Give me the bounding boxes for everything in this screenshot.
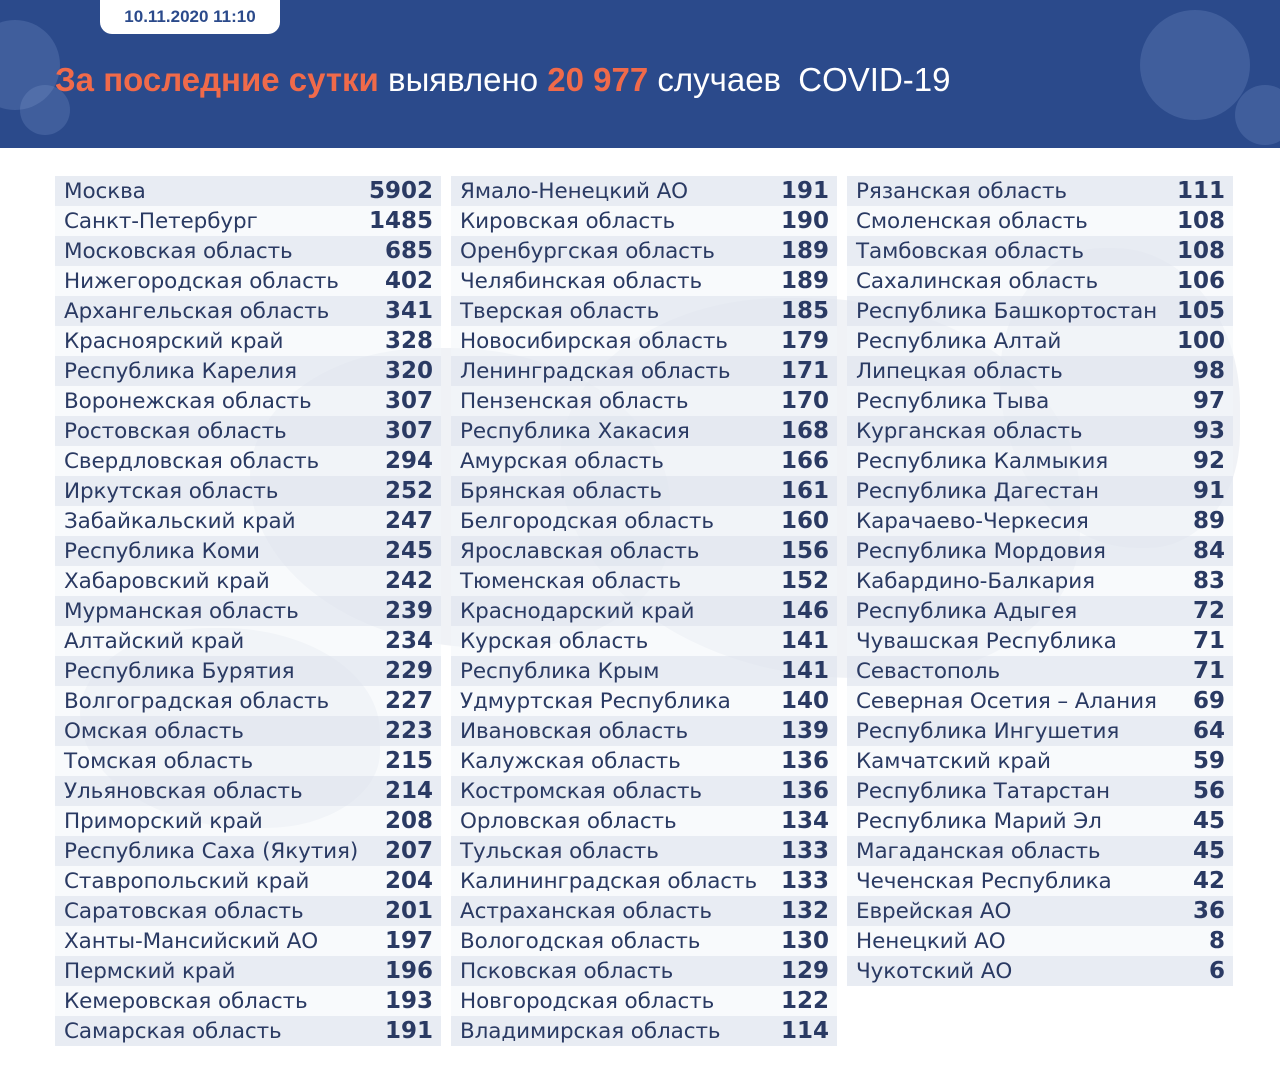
region-cases: 208 [384, 808, 433, 834]
region-name: Республика Алтай [856, 328, 1062, 354]
region-row [847, 776, 1233, 806]
region-row [55, 386, 441, 416]
region-name: Кабардино-Балкария [856, 568, 1095, 594]
region-row [55, 506, 441, 536]
region-name: Омская область [64, 718, 244, 744]
region-row [451, 506, 837, 536]
region-cases: 179 [780, 328, 829, 354]
region-cases: 83 [1192, 568, 1225, 594]
region-name: Новгородская область [460, 988, 715, 1014]
region-cases: 134 [780, 808, 829, 834]
region-name: Саратовская область [64, 898, 304, 924]
region-row [451, 446, 837, 476]
region-name: Ставропольский край [64, 868, 310, 894]
region-name: Ульяновская область [64, 778, 303, 804]
region-row [451, 686, 837, 716]
region-name: Калужская область [460, 748, 681, 774]
region-row [451, 956, 837, 986]
regions-column-2 [451, 176, 837, 1046]
region-cases: 170 [780, 388, 829, 414]
region-cases: 64 [1192, 718, 1225, 744]
region-cases: 105 [1176, 298, 1225, 324]
region-name: Псковская область [460, 958, 674, 984]
region-name: Республика Мордовия [856, 538, 1106, 564]
region-row [847, 236, 1233, 266]
virus-decoration-icon [1235, 85, 1280, 145]
region-name: Камчатский край [856, 748, 1051, 774]
region-name: Республика Крым [460, 658, 660, 684]
region-name: Сахалинская область [856, 268, 1099, 294]
region-cases: 307 [384, 418, 433, 444]
region-name: Волгоградская область [64, 688, 330, 714]
title-part2: выявлено [388, 61, 539, 98]
region-row [847, 896, 1233, 926]
region-row [451, 326, 837, 356]
region-cases: 130 [780, 928, 829, 954]
region-row [847, 956, 1233, 986]
region-cases: 8 [1208, 928, 1225, 954]
region-row [55, 716, 441, 746]
region-cases: 129 [780, 958, 829, 984]
region-cases: 685 [384, 238, 433, 264]
region-name: Тверская область [460, 298, 660, 324]
region-row [847, 296, 1233, 326]
region-row [451, 176, 837, 206]
region-cases: 136 [780, 748, 829, 774]
region-name: Красноярский край [64, 328, 284, 354]
region-name: Вологодская область [460, 928, 701, 954]
region-name: Карачаево-Черкесия [856, 508, 1089, 534]
region-name: Костромская область [460, 778, 702, 804]
region-cases: 152 [780, 568, 829, 594]
region-name: Томская область [64, 748, 254, 774]
region-cases: 214 [384, 778, 433, 804]
region-cases: 71 [1192, 658, 1225, 684]
region-name: Самарская область [64, 1018, 282, 1044]
region-row [847, 536, 1233, 566]
region-cases: 59 [1192, 748, 1225, 774]
region-name: Республика Коми [64, 538, 260, 564]
region-name: Республика Башкортостан [856, 298, 1158, 324]
region-row [451, 836, 837, 866]
region-name: Архангельская область [64, 298, 330, 324]
region-row [451, 596, 837, 626]
region-name: Ленинградская область [460, 358, 731, 384]
region-cases: 242 [384, 568, 433, 594]
region-name: Магаданская область [856, 838, 1101, 864]
region-row [55, 806, 441, 836]
region-row [847, 566, 1233, 596]
region-cases: 229 [384, 658, 433, 684]
region-name: Иркутская область [64, 478, 279, 504]
region-cases: 108 [1176, 238, 1225, 264]
region-row [847, 416, 1233, 446]
region-row [55, 296, 441, 326]
region-cases: 191 [780, 178, 829, 204]
region-row [847, 746, 1233, 776]
region-name: Нижегородская область [64, 268, 339, 294]
region-cases: 171 [780, 358, 829, 384]
region-row [55, 566, 441, 596]
region-row [55, 206, 441, 236]
region-name: Ярославская область [460, 538, 700, 564]
region-row [847, 506, 1233, 536]
region-row [451, 626, 837, 656]
region-name: Курская область [460, 628, 649, 654]
region-row [847, 206, 1233, 236]
region-row [55, 626, 441, 656]
region-name: Воронежская область [64, 388, 312, 414]
region-cases: 204 [384, 868, 433, 894]
region-row [55, 536, 441, 566]
region-row [451, 896, 837, 926]
region-row [847, 386, 1233, 416]
region-row [451, 296, 837, 326]
region-name: Кемеровская область [64, 988, 308, 1014]
region-name: Ивановская область [460, 718, 689, 744]
region-row [451, 566, 837, 596]
region-name: Смоленская область [856, 208, 1088, 234]
region-cases: 84 [1192, 538, 1225, 564]
region-cases: 207 [384, 838, 433, 864]
region-cases: 92 [1192, 448, 1225, 474]
region-row [451, 1016, 837, 1046]
region-cases: 402 [384, 268, 433, 294]
region-row [451, 806, 837, 836]
region-cases: 56 [1192, 778, 1225, 804]
region-row [847, 356, 1233, 386]
region-cases: 139 [780, 718, 829, 744]
region-row [451, 416, 837, 446]
region-name: Алтайский край [64, 628, 245, 654]
region-name: Краснодарский край [460, 598, 695, 624]
region-row [847, 656, 1233, 686]
header-banner [0, 0, 1280, 148]
region-cases: 294 [384, 448, 433, 474]
region-name: Республика Татарстан [856, 778, 1110, 804]
region-name: Приморский край [64, 808, 263, 834]
page-title [55, 58, 950, 102]
region-cases: 196 [384, 958, 433, 984]
region-name: Белгородская область [460, 508, 714, 534]
region-name: Москва [64, 178, 146, 204]
region-cases: 133 [780, 838, 829, 864]
regions-column-3 [847, 176, 1233, 1046]
region-name: Тюменская область [460, 568, 682, 594]
region-row [451, 536, 837, 566]
date-label: 10.11.2020 11:10 [100, 0, 280, 34]
region-cases: 100 [1176, 328, 1225, 354]
region-name: Кировская область [460, 208, 676, 234]
region-cases: 72 [1192, 598, 1225, 624]
region-row [55, 986, 441, 1016]
region-cases: 45 [1192, 838, 1225, 864]
region-name: Ханты-Мансийский АО [64, 928, 319, 954]
region-cases: 193 [384, 988, 433, 1014]
virus-decoration-icon [1140, 10, 1250, 120]
region-cases: 42 [1192, 868, 1225, 894]
region-cases: 136 [780, 778, 829, 804]
region-cases: 227 [384, 688, 433, 714]
region-name: Рязанская область [856, 178, 1067, 204]
region-name: Астраханская область [460, 898, 712, 924]
region-name: Владимирская область [460, 1018, 721, 1044]
region-cases: 320 [384, 358, 433, 384]
regions-table [55, 176, 1235, 1046]
region-row [55, 746, 441, 776]
regions-column-1 [55, 176, 441, 1046]
region-cases: 190 [780, 208, 829, 234]
title-covid: COVID-19 [798, 61, 951, 98]
region-name: Челябинская область [460, 268, 703, 294]
region-cases: 168 [780, 418, 829, 444]
region-row [55, 866, 441, 896]
region-row [55, 686, 441, 716]
region-row [55, 1016, 441, 1046]
region-row [55, 776, 441, 806]
region-name: Республика Хакасия [460, 418, 690, 444]
region-row [451, 986, 837, 1016]
region-name: Свердловская область [64, 448, 320, 474]
region-row [55, 656, 441, 686]
region-name: Амурская область [460, 448, 664, 474]
region-row [847, 266, 1233, 296]
region-cases: 166 [780, 448, 829, 474]
region-name: Московская область [64, 238, 293, 264]
region-cases: 185 [780, 298, 829, 324]
region-cases: 146 [780, 598, 829, 624]
region-row [451, 656, 837, 686]
region-name: Республика Дагестан [856, 478, 1099, 504]
region-name: Новосибирская область [460, 328, 728, 354]
region-row [847, 716, 1233, 746]
region-cases: 6 [1208, 958, 1225, 984]
region-row [451, 866, 837, 896]
region-name: Республика Ингушетия [856, 718, 1120, 744]
region-row [451, 776, 837, 806]
region-cases: 36 [1192, 898, 1225, 924]
region-row [847, 806, 1233, 836]
region-cases: 111 [1176, 178, 1225, 204]
region-row [847, 596, 1233, 626]
region-name: Пензенская область [460, 388, 689, 414]
region-row [451, 356, 837, 386]
region-cases: 191 [384, 1018, 433, 1044]
region-name: Ямало-Ненецкий АО [460, 178, 688, 204]
region-cases: 252 [384, 478, 433, 504]
title-part3: случаев [657, 61, 782, 98]
region-cases: 45 [1192, 808, 1225, 834]
region-row [451, 746, 837, 776]
region-cases: 98 [1192, 358, 1225, 384]
region-row [55, 356, 441, 386]
region-row [55, 476, 441, 506]
region-row [451, 386, 837, 416]
region-row [451, 926, 837, 956]
region-name: Ростовская область [64, 418, 287, 444]
region-name: Чувашская Республика [856, 628, 1117, 654]
region-name: Тульская область [460, 838, 659, 864]
region-name: Санкт-Петербург [64, 208, 258, 234]
region-cases: 223 [384, 718, 433, 744]
region-name: Республика Карелия [64, 358, 297, 384]
region-row [847, 176, 1233, 206]
region-cases: 140 [780, 688, 829, 714]
region-name: Курганская область [856, 418, 1083, 444]
region-cases: 245 [384, 538, 433, 564]
region-name: Чеченская Республика [856, 868, 1112, 894]
region-row [55, 236, 441, 266]
region-row [55, 326, 441, 356]
region-name: Республика Тыва [856, 388, 1050, 414]
region-row [451, 206, 837, 236]
region-cases: 71 [1192, 628, 1225, 654]
region-cases: 189 [780, 268, 829, 294]
region-name: Республика Калмыкия [856, 448, 1109, 474]
region-name: Удмуртская Республика [460, 688, 731, 714]
region-row [847, 836, 1233, 866]
region-row [847, 866, 1233, 896]
region-cases: 122 [780, 988, 829, 1014]
region-cases: 161 [780, 478, 829, 504]
region-cases: 132 [780, 898, 829, 924]
region-name: Ненецкий АО [856, 928, 1006, 954]
title-part1: За последние сутки [55, 61, 379, 98]
region-cases: 239 [384, 598, 433, 624]
region-name: Оренбургская область [460, 238, 715, 264]
region-row [55, 416, 441, 446]
region-name: Республика Адыгея [856, 598, 1078, 624]
region-cases: 234 [384, 628, 433, 654]
region-cases: 201 [384, 898, 433, 924]
region-name: Мурманская область [64, 598, 299, 624]
title-number: 20 977 [547, 61, 649, 98]
region-name: Орловская область [460, 808, 677, 834]
region-row [55, 176, 441, 206]
region-cases: 114 [780, 1018, 829, 1044]
region-row [847, 446, 1233, 476]
region-cases: 156 [780, 538, 829, 564]
region-cases: 341 [384, 298, 433, 324]
region-name: Республика Бурятия [64, 658, 295, 684]
region-name: Калининградская область [460, 868, 758, 894]
region-row [847, 686, 1233, 716]
region-name: Еврейская АО [856, 898, 1012, 924]
region-cases: 307 [384, 388, 433, 414]
region-row [451, 236, 837, 266]
region-cases: 247 [384, 508, 433, 534]
region-name: Республика Саха (Якутия) [64, 838, 359, 864]
region-cases: 106 [1176, 268, 1225, 294]
region-row [847, 326, 1233, 356]
region-cases: 93 [1192, 418, 1225, 444]
region-cases: 108 [1176, 208, 1225, 234]
region-name: Севастополь [856, 658, 1001, 684]
region-row [55, 896, 441, 926]
region-row [55, 956, 441, 986]
region-row [55, 446, 441, 476]
region-row [55, 836, 441, 866]
region-row [55, 926, 441, 956]
region-name: Тамбовская область [856, 238, 1084, 264]
region-name: Чукотский АО [856, 958, 1013, 984]
region-row [55, 266, 441, 296]
region-cases: 215 [384, 748, 433, 774]
region-cases: 133 [780, 868, 829, 894]
region-cases: 141 [780, 628, 829, 654]
region-cases: 328 [384, 328, 433, 354]
region-row [55, 596, 441, 626]
region-cases: 160 [780, 508, 829, 534]
region-cases: 1485 [368, 208, 433, 234]
region-name: Липецкая область [856, 358, 1063, 384]
region-row [847, 476, 1233, 506]
region-name: Хабаровский край [64, 568, 270, 594]
region-cases: 69 [1192, 688, 1225, 714]
region-cases: 91 [1192, 478, 1225, 504]
region-name: Забайкальский край [64, 508, 296, 534]
region-row [451, 716, 837, 746]
region-row [451, 266, 837, 296]
region-cases: 197 [384, 928, 433, 954]
region-name: Северная Осетия – Алания [856, 688, 1157, 714]
region-cases: 141 [780, 658, 829, 684]
region-name: Республика Марий Эл [856, 808, 1102, 834]
region-name: Брянская область [460, 478, 662, 504]
region-row [847, 626, 1233, 656]
region-cases: 89 [1192, 508, 1225, 534]
region-name: Пермский край [64, 958, 236, 984]
region-row [847, 926, 1233, 956]
region-cases: 5902 [368, 178, 433, 204]
region-cases: 97 [1192, 388, 1225, 414]
region-cases: 189 [780, 238, 829, 264]
region-row [451, 476, 837, 506]
